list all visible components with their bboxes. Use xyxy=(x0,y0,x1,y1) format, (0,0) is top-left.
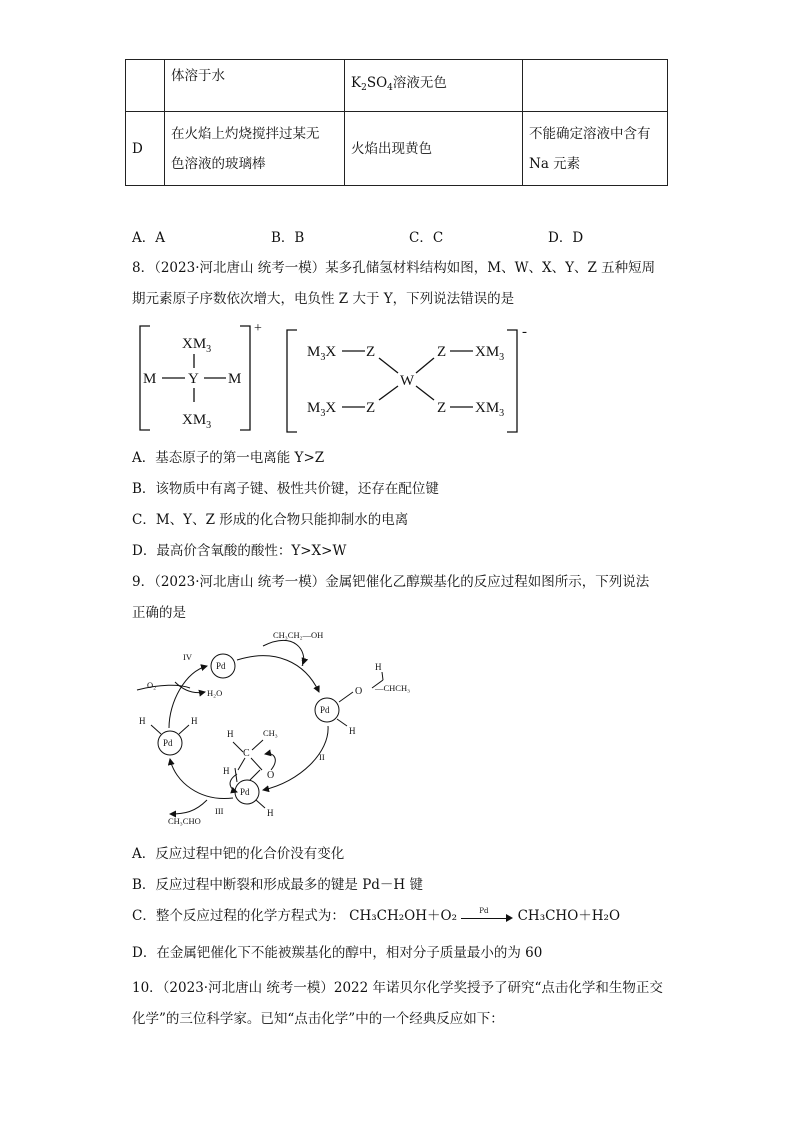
q7-choice-d[interactable]: D．D xyxy=(548,230,584,246)
anion-center-w: W xyxy=(400,373,415,389)
cation-top-xm: $XM_3$ xyxy=(182,336,212,355)
q10-stem-line1: 10．（2023·河北唐山 统考一模）2022 年诺贝尔化学奖授予了研究“点击化学和生物正交 xyxy=(132,980,663,996)
q8-choice-a[interactable]: A．基态原子的第一电离能 Y>Z xyxy=(132,450,325,466)
step-ii: II xyxy=(319,752,325,762)
q7-choice-c[interactable]: C．C xyxy=(409,230,444,246)
step-i: I xyxy=(301,658,304,668)
phenomenon-cell: $K_2SO_4$溶液无色 xyxy=(345,60,523,112)
q7-choice-a[interactable]: A．A xyxy=(132,230,165,246)
q9-choice-a[interactable]: A．反应过程中钯的化合价没有变化 xyxy=(132,846,345,862)
table-row xyxy=(126,60,668,112)
cation-bottom-xm: $XM_3$ xyxy=(182,412,212,431)
row-letter xyxy=(126,60,165,112)
pd-bottom-h: H xyxy=(267,808,274,818)
q8-stem-line2: 期元素原子序数依次增大，电负性 Z 大于 Y，下列说法错误的是 xyxy=(132,291,515,307)
q9-choice-d[interactable]: D．在金属钯催化下不能被羰基化的醇中，相对分子质量最小的为 60 xyxy=(132,945,543,961)
ethoxy-label: —CHCH₃ xyxy=(375,683,411,693)
ethanol-label: CH₃CH₂—OH xyxy=(273,630,324,640)
ethoxy-h: H xyxy=(375,662,382,672)
q8-structure-diagram xyxy=(130,318,550,438)
anion-tl-group: $M_3X$ xyxy=(307,344,337,363)
ch3cho-label: CH₃CHO xyxy=(168,816,201,826)
adduct-c: C xyxy=(243,748,250,759)
q7-choice-b[interactable]: B．B xyxy=(271,230,305,246)
q10-stem-line2: 化学”的三位科学家。已知“点击化学”中的一个经典反应如下： xyxy=(132,1011,504,1027)
q9-choice-c[interactable]: C．整个反应过程的化学方程式为： CH₃CH₂OH＋O₂ Pd CH₃CHO＋H₂O xyxy=(132,906,621,924)
anion-tr-group: $XM_3$ xyxy=(475,344,505,363)
pd-left-h2: H xyxy=(191,716,198,726)
anion-z-bl: Z xyxy=(366,400,376,416)
adduct-h-left: H xyxy=(223,766,230,776)
q9-stem-line1: 9．（2023·河北唐山 统考一模）金属钯催化乙醇羰基化的反应过程如图所示，下列说法 xyxy=(132,574,650,590)
operation-cell: 体溶于水 xyxy=(165,60,345,112)
adduct-ch3: CH₃ xyxy=(263,728,278,738)
conclusion-cell: 不能确定溶液中含有 Na 元素 xyxy=(523,112,668,186)
options-table xyxy=(125,59,668,186)
equation-right: CH₃CHO＋H₂O xyxy=(517,908,621,924)
reaction-arrow: Pd xyxy=(461,912,513,922)
o2-label: O₂ xyxy=(147,680,157,690)
step-iv: IV xyxy=(183,652,192,662)
q8-choice-d[interactable]: D．最高价含氧酸的酸性：Y>X>W xyxy=(132,543,347,559)
pd-left-h1: H xyxy=(139,716,146,726)
operation-cell: 在火焰上灼烧搅拌过某无 色溶液的玻璃棒 xyxy=(165,112,345,186)
adduct-h-top: H xyxy=(227,729,234,739)
q8-stem-line1: 8．（2023·河北唐山 统考一模）某多孔储氢材料结构如图，M、W、X、Y、Z 五种短周 xyxy=(132,260,656,276)
anion-charge: - xyxy=(522,324,527,340)
pd-top: Pd xyxy=(216,661,226,671)
cation-charge: + xyxy=(254,321,262,336)
anion-bl-group: $M_3X$ xyxy=(307,400,337,419)
q9-choice-b[interactable]: B．反应过程中断裂和形成最多的键是 Pd－H 键 xyxy=(132,877,424,893)
cation-center-y: Y xyxy=(188,371,199,387)
q9-stem-line2: 正确的是 xyxy=(132,605,186,621)
step-iii: III xyxy=(215,806,224,816)
h2o-label: H₂O xyxy=(207,688,223,698)
cation-right-m: M xyxy=(228,371,242,387)
anion-z-tl: Z xyxy=(366,344,376,360)
equation-left: CH₃CH₂OH＋O₂ xyxy=(349,908,457,924)
ethoxy-o: O xyxy=(355,686,363,697)
conclusion-cell xyxy=(523,60,668,112)
q8-choice-c[interactable]: C．M、Y、Z 形成的化合物只能抑制水的电离 xyxy=(132,512,409,528)
q9-catalytic-cycle-diagram xyxy=(125,622,425,832)
pd-bottom: Pd xyxy=(240,787,250,797)
pd-left: Pd xyxy=(163,738,173,748)
q8-choice-b[interactable]: B．该物质中有离子键、极性共价键，还存在配位键 xyxy=(132,481,439,497)
pd-right-h: H xyxy=(349,726,356,736)
row-letter: D xyxy=(126,112,165,186)
phenomenon-cell: 火焰出现黄色 xyxy=(345,112,523,186)
anion-z-br: Z xyxy=(437,400,447,416)
adduct-o: O xyxy=(267,770,275,781)
pd-right: Pd xyxy=(320,705,330,715)
table-row xyxy=(126,112,668,186)
anion-br-group: $XM_3$ xyxy=(475,400,505,419)
cation-left-m: M xyxy=(143,371,157,387)
anion-z-tr: Z xyxy=(437,344,447,360)
